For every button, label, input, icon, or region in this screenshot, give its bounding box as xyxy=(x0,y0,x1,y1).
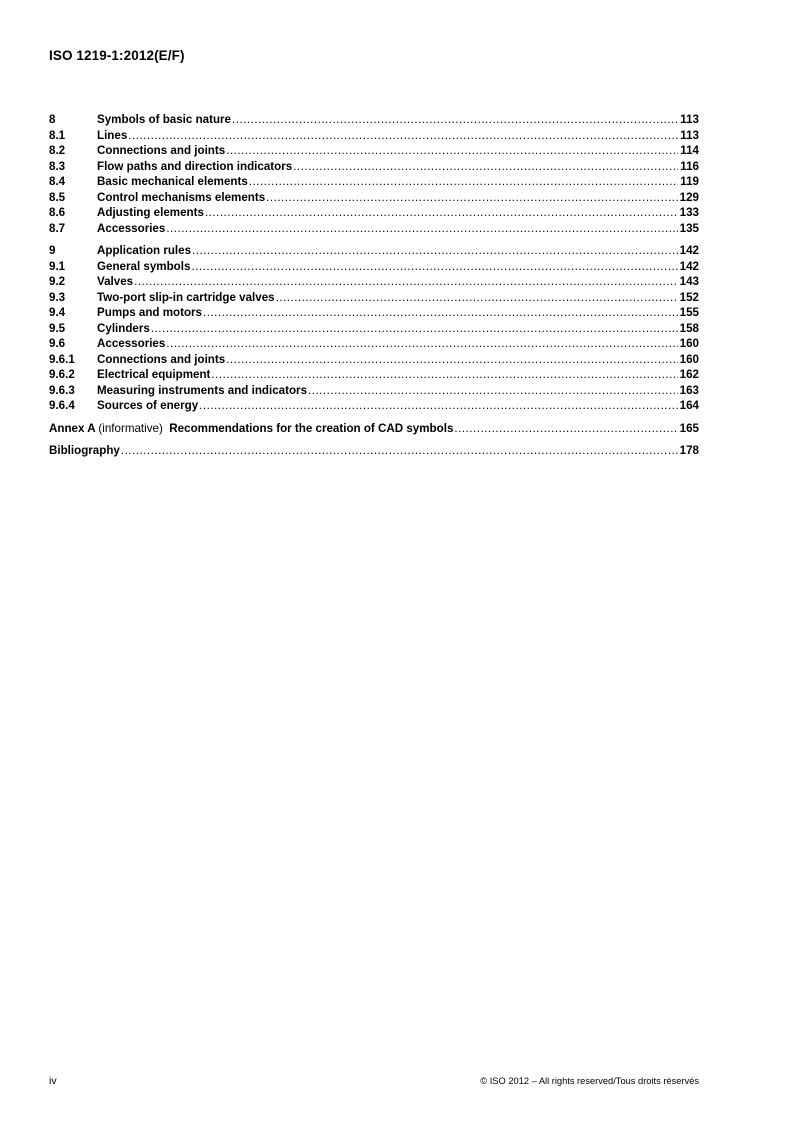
toc-title: Bibliography xyxy=(49,444,120,457)
toc-group-annex xyxy=(49,421,699,437)
toc-group-9 xyxy=(49,243,699,414)
page-number: iv xyxy=(49,1075,57,1087)
toc-number: 8.4 xyxy=(49,175,66,188)
toc-row[interactable] xyxy=(49,112,699,128)
toc-page: 152 xyxy=(679,290,699,304)
dot-leader xyxy=(226,352,678,368)
toc-number: 9.6.2 xyxy=(49,368,75,381)
toc-number: 9.6 xyxy=(49,337,66,350)
toc-number: 8.1 xyxy=(49,128,66,142)
dot-leader xyxy=(151,321,678,337)
toc-row[interactable] xyxy=(49,205,699,221)
toc-row[interactable] xyxy=(49,128,699,144)
dot-leader xyxy=(166,336,678,352)
toc-title: Measuring instruments and indicators xyxy=(97,383,308,397)
dot-leader xyxy=(266,190,678,206)
dot-leader xyxy=(226,143,678,159)
toc-page: 163 xyxy=(679,383,699,397)
toc-number: 9.5 xyxy=(49,321,66,335)
annex-qualifier: (informative) xyxy=(98,421,163,435)
toc-title: Basic mechanical elements xyxy=(97,175,248,188)
toc-title: Adjusting elements xyxy=(97,206,204,219)
toc-page: 116 xyxy=(680,159,699,173)
toc-group-8 xyxy=(49,112,699,236)
toc-title: Application rules xyxy=(97,244,192,257)
toc-page: 160 xyxy=(679,337,699,350)
toc-row[interactable] xyxy=(49,383,699,399)
dot-leader xyxy=(191,259,678,275)
toc-row[interactable] xyxy=(49,243,699,259)
toc-row[interactable] xyxy=(49,190,699,206)
toc-number: 8.6 xyxy=(49,206,66,219)
toc-number: 9.1 xyxy=(49,259,66,273)
toc-page: 142 xyxy=(679,259,699,273)
toc-title: Cylinders xyxy=(97,321,150,335)
dot-leader xyxy=(128,128,678,144)
toc-title: Sources of energy xyxy=(97,399,199,412)
toc-title: Control mechanisms elements xyxy=(97,190,266,204)
toc-page: 178 xyxy=(679,444,699,457)
toc-page: 114 xyxy=(680,144,699,157)
toc-row[interactable] xyxy=(49,143,699,159)
toc-group-bibliography xyxy=(49,443,699,459)
toc-title: Electrical equipment xyxy=(97,368,211,381)
toc-page: 113 xyxy=(680,113,699,126)
toc-row[interactable] xyxy=(49,336,699,352)
toc-page: 162 xyxy=(679,368,699,381)
dot-leader xyxy=(121,443,678,459)
annex-title: Recommendations for the creation of CAD symbols xyxy=(169,421,454,435)
toc-row[interactable] xyxy=(49,174,699,190)
toc-page: 160 xyxy=(679,352,699,366)
toc-page: 133 xyxy=(679,206,699,219)
dot-leader xyxy=(454,421,678,437)
toc-page: 165 xyxy=(679,421,699,435)
toc-row[interactable] xyxy=(49,352,699,368)
toc-title: Accessories xyxy=(97,221,166,235)
toc-number: 8 xyxy=(49,113,56,126)
toc-title: Two-port slip-in cartridge valves xyxy=(97,290,275,304)
toc-page: 164 xyxy=(679,399,699,412)
toc-number: 8.2 xyxy=(49,144,66,157)
toc-row[interactable] xyxy=(49,259,699,275)
toc-number: 9.2 xyxy=(49,275,66,288)
toc-title: Connections and joints xyxy=(97,352,226,366)
dot-leader xyxy=(199,398,678,414)
toc-number: 9.6.4 xyxy=(49,399,75,412)
dot-leader xyxy=(134,274,678,290)
dot-leader xyxy=(166,221,678,237)
toc-page: 143 xyxy=(679,275,699,288)
toc-row-annex-a[interactable] xyxy=(49,421,699,437)
toc-number: 9.6.3 xyxy=(49,383,75,397)
dot-leader xyxy=(249,174,678,190)
toc-title: General symbols xyxy=(97,259,191,273)
toc-title: Lines xyxy=(97,128,128,142)
toc-page: 142 xyxy=(679,244,699,257)
toc-number: 8.5 xyxy=(49,190,66,204)
toc-page: 119 xyxy=(680,175,699,188)
dot-leader xyxy=(232,112,678,128)
toc-number: 9.4 xyxy=(49,306,66,319)
dot-leader xyxy=(308,383,678,399)
toc-number: 9.3 xyxy=(49,290,66,304)
toc-number: 9 xyxy=(49,244,56,257)
toc-annex-entry xyxy=(49,421,453,437)
toc-row[interactable] xyxy=(49,290,699,306)
toc-number: 8.3 xyxy=(49,159,66,173)
dot-leader xyxy=(293,159,678,175)
toc-page: 135 xyxy=(679,221,699,235)
toc-row[interactable] xyxy=(49,367,699,383)
toc-row[interactable] xyxy=(49,305,699,321)
toc-title: Connections and joints xyxy=(97,144,226,157)
annex-label: Annex A xyxy=(49,421,96,435)
dot-leader xyxy=(192,243,678,259)
toc-row[interactable] xyxy=(49,321,699,337)
toc-number: 9.6.1 xyxy=(49,352,75,366)
copyright-notice: © ISO 2012 – All rights reserved/Tous droits réservés xyxy=(480,1076,699,1086)
toc-row[interactable] xyxy=(49,159,699,175)
dot-leader xyxy=(276,290,678,306)
toc-title: Symbols of basic nature xyxy=(97,113,232,126)
dot-leader xyxy=(203,305,678,321)
dot-leader xyxy=(205,205,678,221)
toc-row[interactable] xyxy=(49,398,699,414)
toc-title: Pumps and motors xyxy=(97,306,203,319)
toc-row[interactable] xyxy=(49,221,699,237)
toc-row[interactable] xyxy=(49,274,699,290)
toc-title: Valves xyxy=(97,275,134,288)
toc-page: 155 xyxy=(679,306,699,319)
toc-page: 129 xyxy=(679,190,699,204)
dot-leader xyxy=(211,367,678,383)
toc-page: 113 xyxy=(680,128,699,142)
toc-title: Flow paths and direction indicators xyxy=(97,159,293,173)
document-id: ISO 1219-1:2012(E/F) xyxy=(49,48,185,63)
toc-page: 158 xyxy=(679,321,699,335)
table-of-contents xyxy=(49,112,699,459)
toc-number: 8.7 xyxy=(49,221,66,235)
toc-title: Accessories xyxy=(97,337,166,350)
toc-row-bibliography[interactable] xyxy=(49,443,699,459)
